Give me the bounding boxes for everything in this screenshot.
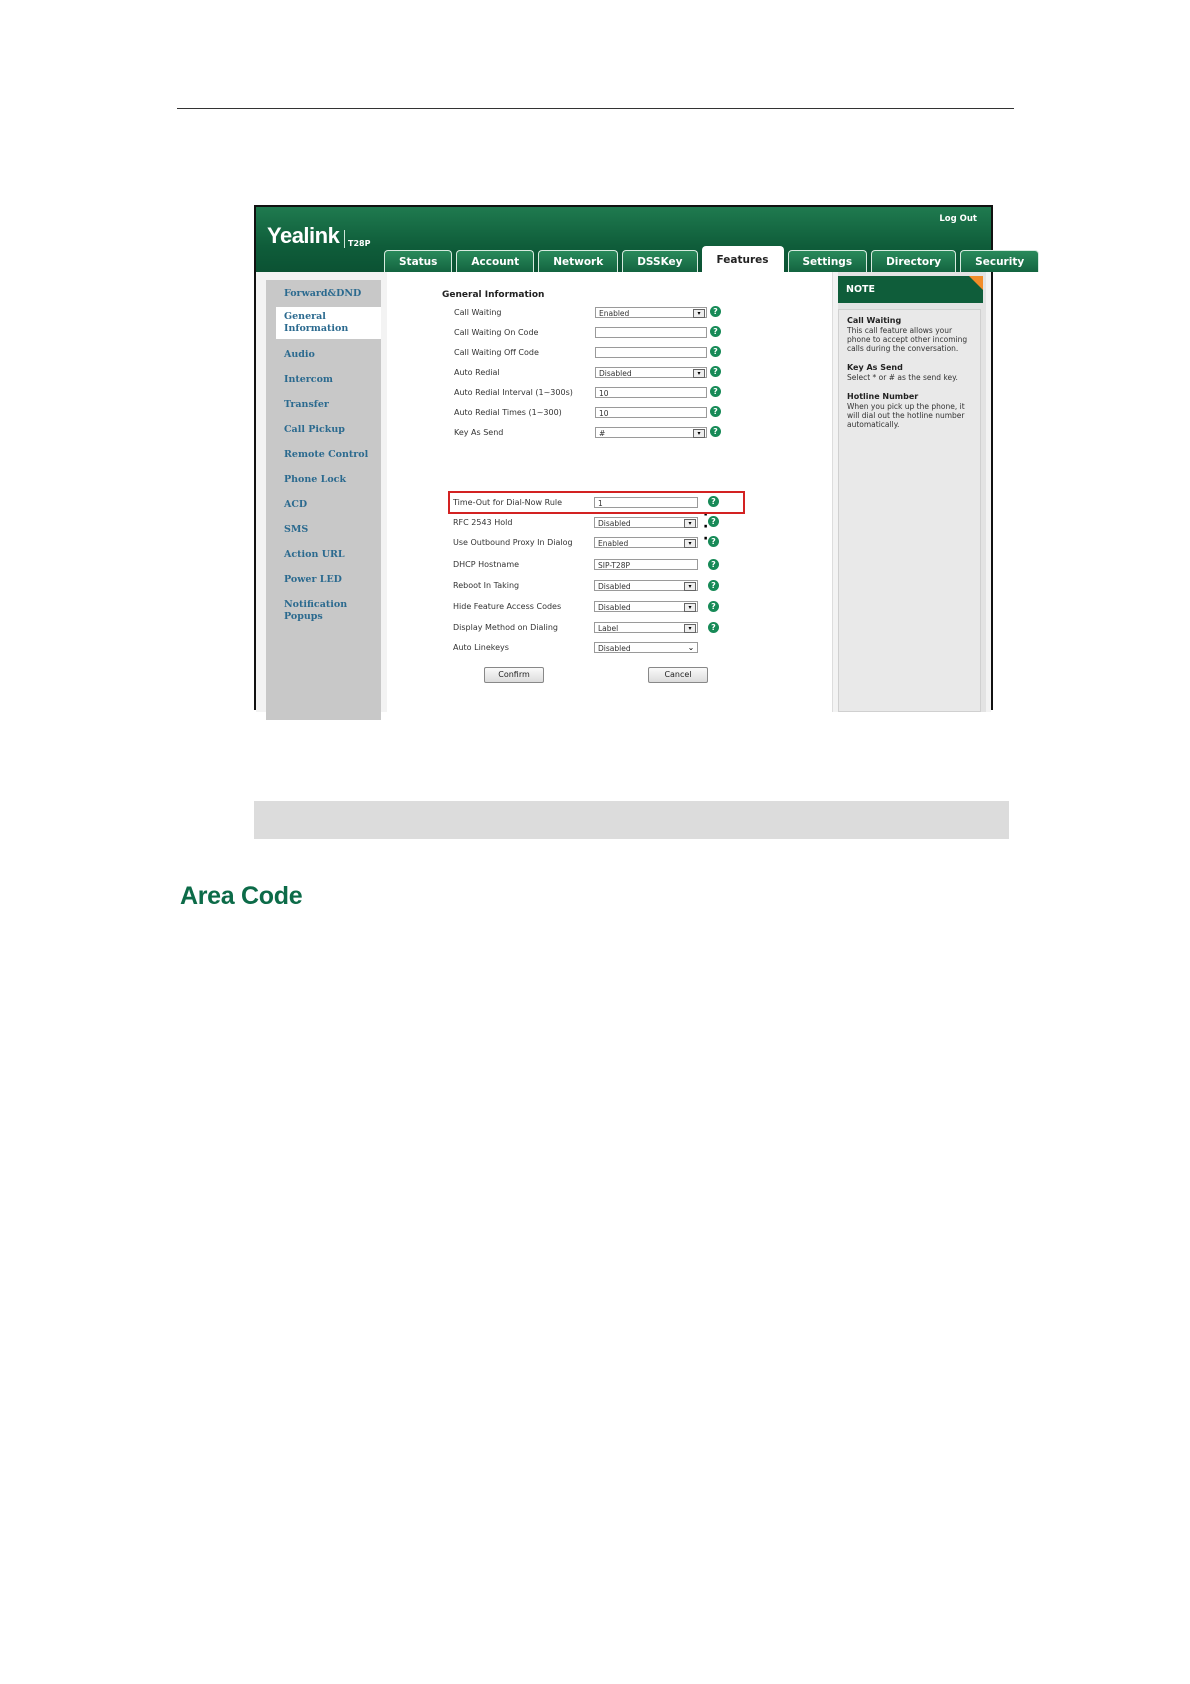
chevron-down-icon: ▾: [693, 429, 705, 438]
sidebar-item-phone-lock[interactable]: Phone Lock: [284, 474, 347, 485]
call-waiting-off-code-input[interactable]: [595, 347, 707, 358]
row-label: DHCP Hostname: [453, 560, 520, 569]
top-bar: [256, 207, 1025, 272]
dhcp-hostname-input[interactable]: SIP-T28P: [594, 559, 698, 570]
auto-redial-times-input[interactable]: 10: [595, 407, 707, 418]
ellipsis-vertical-icon: · · ·: [703, 507, 709, 547]
call-waiting-on-code-input[interactable]: [595, 327, 707, 338]
row-label: Auto Linekeys: [453, 643, 509, 652]
tab-dsskey[interactable]: DSSKey: [622, 250, 697, 272]
help-icon[interactable]: ?: [708, 559, 719, 570]
sidebar-item-acd[interactable]: ACD: [284, 499, 308, 510]
row-label: RFC 2543 Hold: [453, 518, 513, 527]
chevron-down-icon: ▾: [684, 519, 696, 528]
sidebar-item-forward-dnd[interactable]: Forward&DND: [284, 288, 362, 299]
sidebar: [266, 280, 381, 720]
select-value: #: [599, 429, 606, 438]
sidebar-item-intercom[interactable]: Intercom: [284, 374, 333, 385]
chevron-down-icon: ▾: [684, 582, 696, 591]
select-value: Disabled: [598, 582, 631, 591]
select-value: Disabled: [598, 644, 631, 653]
auto-redial-interval-input[interactable]: 10: [595, 387, 707, 398]
sidebar-item-audio[interactable]: Audio: [284, 349, 315, 360]
help-icon[interactable]: ?: [710, 366, 721, 377]
hide-feature-access-codes-select[interactable]: [594, 601, 698, 612]
help-icon[interactable]: ?: [710, 346, 721, 357]
help-icon[interactable]: ?: [708, 601, 719, 612]
logo-separator: [344, 230, 345, 248]
row-label: Display Method on Dialing: [453, 623, 558, 632]
row-label: Call Waiting On Code: [454, 328, 539, 337]
tab-account[interactable]: Account: [456, 250, 534, 272]
help-icon[interactable]: ?: [708, 516, 719, 527]
cancel-button[interactable]: Cancel: [648, 667, 708, 683]
note-panel: [838, 272, 986, 712]
row-label: Reboot In Taking: [453, 581, 520, 590]
help-icon[interactable]: ?: [708, 536, 719, 547]
chevron-down-icon: ▾: [693, 369, 705, 378]
tab-security[interactable]: Security: [960, 250, 1039, 272]
help-icon[interactable]: ?: [708, 622, 719, 633]
sidebar-item-sms[interactable]: SMS: [284, 524, 309, 535]
select-value: Disabled: [598, 519, 631, 528]
select-value: Enabled: [599, 309, 630, 318]
sidebar-item-general-information[interactable]: General Information: [276, 307, 381, 339]
help-icon[interactable]: ?: [710, 406, 721, 417]
form-title: General Information: [442, 290, 545, 300]
auto-linekeys-select[interactable]: [594, 642, 698, 653]
sidebar-item-action-url[interactable]: Action URL: [284, 549, 345, 560]
row-label: Time-Out for Dial-Now Rule: [453, 498, 563, 507]
page-body: [256, 272, 991, 712]
tab-network[interactable]: Network: [538, 250, 618, 272]
sidebar-item-transfer[interactable]: Transfer: [284, 399, 329, 410]
page-header-rule: [177, 108, 1014, 109]
rfc-2543-hold-select[interactable]: [594, 517, 698, 528]
form-panel: [387, 272, 833, 712]
note-bar: [254, 801, 1009, 839]
help-icon[interactable]: ?: [710, 326, 721, 337]
yealink-logo: Yealink: [267, 223, 340, 248]
note-text: Select * or # as the send key.: [847, 373, 958, 382]
outbound-proxy-select[interactable]: [594, 537, 698, 548]
help-icon[interactable]: ?: [710, 306, 721, 317]
chevron-down-icon: ▾: [693, 309, 705, 318]
row-label: Auto Redial: [454, 368, 500, 377]
note-heading: Key As Send: [847, 363, 903, 372]
tab-status[interactable]: Status: [384, 250, 452, 272]
help-icon[interactable]: ?: [708, 580, 719, 591]
sidebar-item-remote-control[interactable]: Remote Control: [284, 449, 369, 460]
note-corner-flag: [969, 276, 983, 290]
chevron-down-icon: ▾: [684, 603, 696, 612]
note-text: When you pick up the phone, it will dial out the hotline number automatically.: [847, 402, 965, 429]
key-as-send-select[interactable]: [595, 427, 707, 438]
reboot-in-taking-select[interactable]: [594, 580, 698, 591]
row-label: Call Waiting Off Code: [454, 348, 539, 357]
select-value: Enabled: [598, 539, 629, 548]
help-icon[interactable]: ?: [708, 496, 719, 507]
call-waiting-select[interactable]: [595, 307, 707, 318]
row-label: Key As Send: [454, 428, 504, 437]
note-heading: Hotline Number: [847, 392, 919, 401]
help-icon[interactable]: ?: [710, 426, 721, 437]
help-icon[interactable]: ?: [710, 386, 721, 397]
note-text: This call feature allows your phone to accept other incoming calls during the conversation.: [847, 326, 968, 353]
chevron-down-icon: ▾: [684, 539, 696, 548]
row-label: Hide Feature Access Codes: [453, 602, 562, 611]
note-body: [838, 309, 981, 712]
row-label: Use Outbound Proxy In Dialog: [453, 538, 573, 547]
time-out-dial-now-rule-input[interactable]: 1: [594, 497, 698, 508]
note-heading: Call Waiting: [847, 316, 902, 325]
tab-settings[interactable]: Settings: [788, 250, 868, 272]
select-value: Disabled: [599, 369, 632, 378]
model-label: T28P: [348, 239, 371, 248]
main-tabs: [384, 246, 1039, 272]
sidebar-item-notification-popups[interactable]: Notification Popups: [284, 599, 348, 622]
select-value: Label: [598, 624, 619, 633]
note-title: NOTE: [838, 276, 983, 303]
row-label: Auto Redial Times (1~300): [454, 408, 562, 417]
sidebar-item-call-pickup[interactable]: Call Pickup: [284, 424, 345, 435]
confirm-button[interactable]: Confirm: [484, 667, 544, 683]
tab-features[interactable]: Features: [702, 246, 784, 272]
chevron-down-icon: ⌄: [687, 643, 695, 652]
sidebar-item-power-led[interactable]: Power LED: [284, 574, 342, 585]
tab-directory[interactable]: Directory: [871, 250, 956, 272]
logout-link[interactable]: Log Out: [939, 214, 977, 224]
row-label: Auto Redial Interval (1~300s): [454, 388, 573, 397]
select-value: Disabled: [598, 603, 631, 612]
row-label: Call Waiting: [454, 308, 502, 317]
chevron-down-icon: ▾: [684, 624, 696, 633]
auto-redial-select[interactable]: [595, 367, 707, 378]
section-heading: Area Code: [180, 882, 303, 910]
web-ui-screenshot: [254, 205, 1025, 710]
display-method-select[interactable]: [594, 622, 698, 633]
